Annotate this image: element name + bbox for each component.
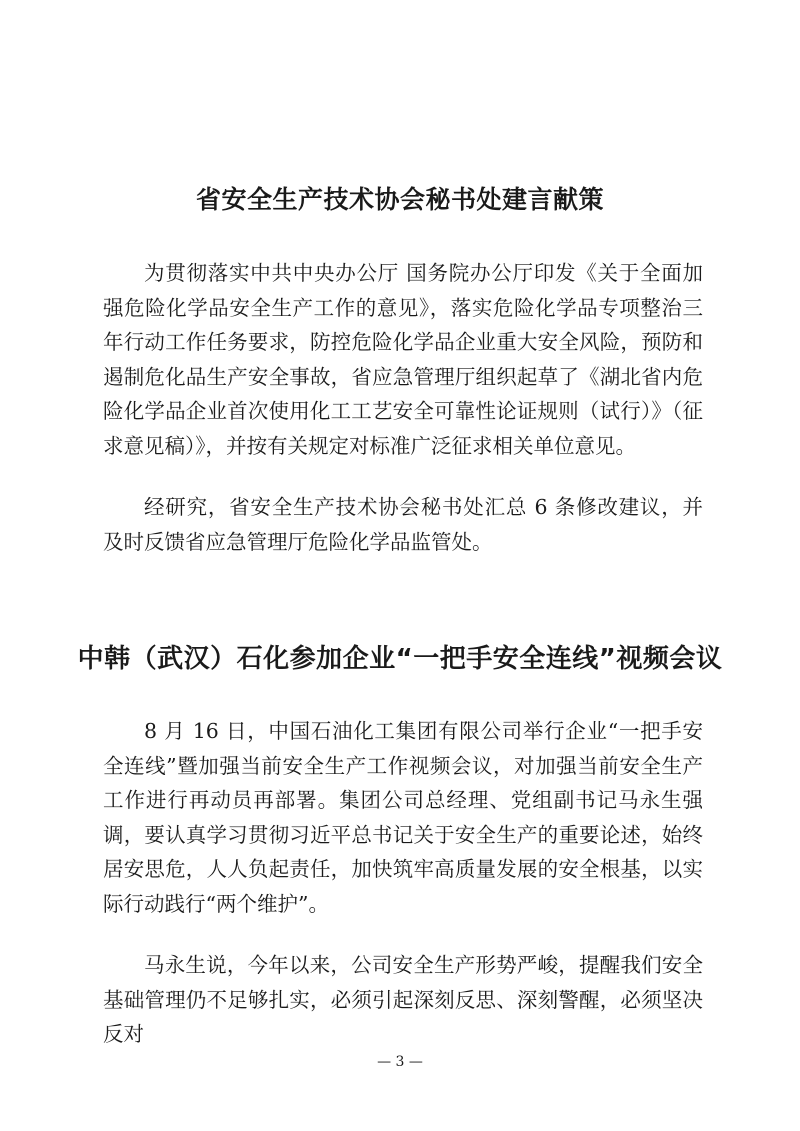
article-paragraph: 8 月 16 日，中国石油化工集团有限公司举行企业“一把手安全连线”暨加强当前安全生产工作视频会议，对加强当前安全生产工作进行再动员再部署。集团公司总经理、党组副书记马永生强调，要认真学习贯彻习近平总书记关于安全生产的重要论述，始终居安思危，人人负起责任，加快筑牢高质量发展的安全根基，以实际行动践行“两个维护”。	[103, 719, 703, 916]
article-title: 省安全生产技术协会秘书处建言献策	[195, 185, 604, 214]
article-title: 中韩（武汉）石化参加企业“一把手安全连线”视频会议	[77, 644, 723, 674]
page-number: — 3 —	[377, 1054, 423, 1070]
article-paragraph: 经研究，省安全生产技术协会秘书处汇总 6 条修改建议，并及时反馈省应急管理厅危险化学品监管处。	[103, 495, 703, 554]
article-paragraph: 马永生说，今年以来，公司安全生产形势严峻，提醒我们安全基础管理仍不足够扎实，必须引起深刻反思、深刻警醒，必须坚决反对	[103, 953, 703, 1046]
article-paragraph: 为贯彻落实中共中央办公厅 国务院办公厅印发《关于全面加强危险化学品安全生产工作的意见》，落实危险化学品专项整治三年行动工作任务要求，防控危险化学品企业重大安全风险，预防和遏制危化品生产安全事故，省应急管理厅组织起草了《湖北省内危险化学品企业首次使用化工工艺安全可靠性论证规则（试行）》（征求意见稿）》，并按有关规定对标准广泛征求相关单位意见。	[103, 261, 703, 458]
